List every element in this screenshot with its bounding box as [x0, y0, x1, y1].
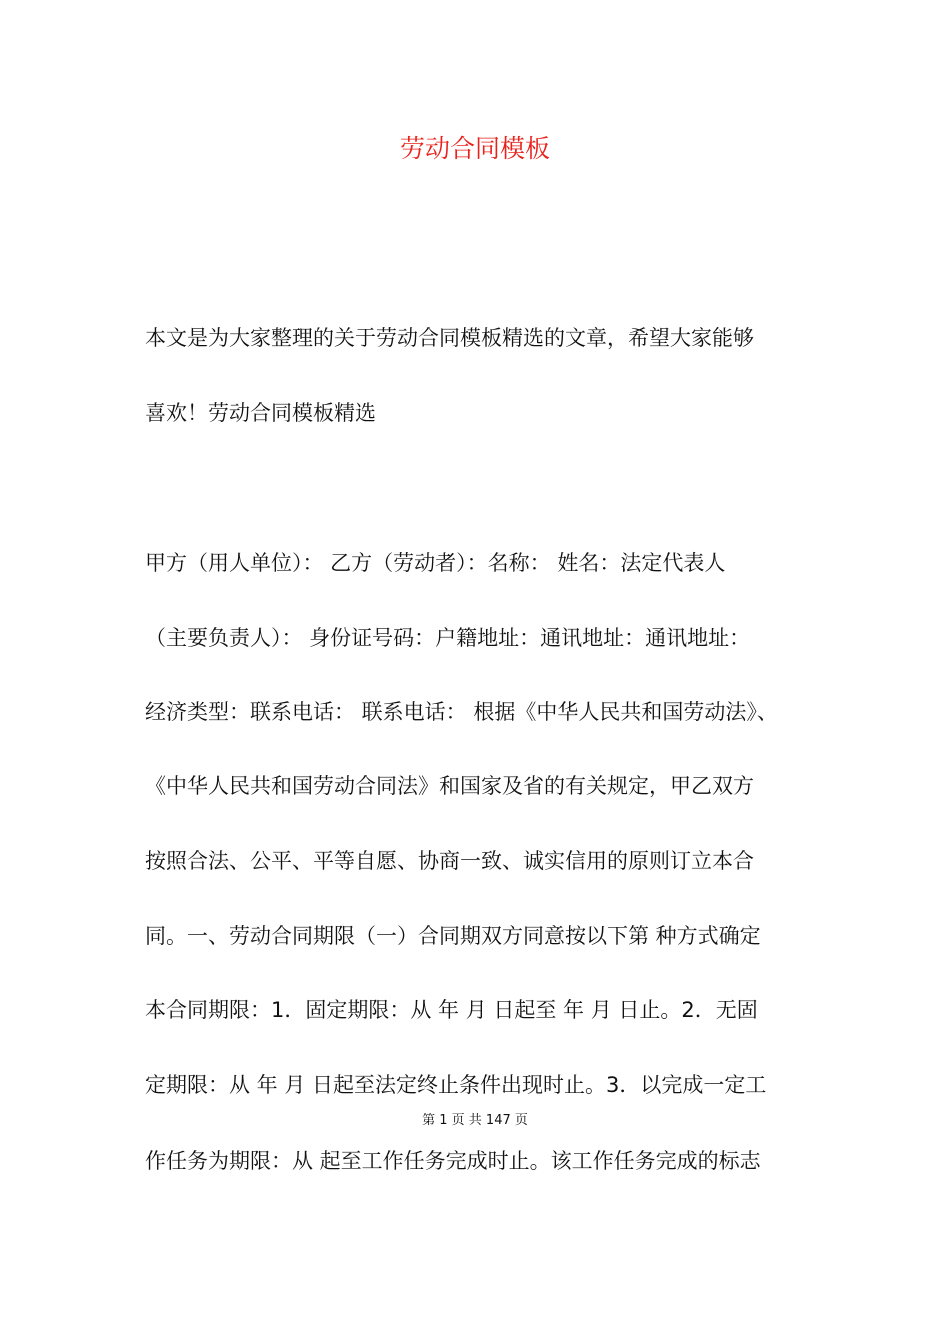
body-line-9: 作任务为期限：从 起至工作任务完成时止。该工作任务完成的标志 — [145, 1149, 761, 1173]
body-line-5: 按照合法、公平、平等自愿、协商一致、诚实信用的原则订立本合 — [145, 849, 754, 873]
page-footer: 第 1 页 共 147 页 — [422, 1113, 528, 1128]
body-line-4: 《中华人民共和国劳动合同法》和国家及省的有关规定，甲乙双方 — [145, 774, 754, 798]
intro-line-1: 本文是为大家整理的关于劳动合同模板精选的文章，希望大家能够 — [145, 326, 754, 350]
body-line-6: 同。一、劳动合同期限（一）合同期双方同意按以下第 种方式确定 — [145, 924, 761, 948]
body-line-8: 定期限：从 年 月 日起至法定终止条件出现时止。3．以完成一定工 — [145, 1073, 767, 1097]
intro-line-2: 喜欢！劳动合同模板精选 — [145, 401, 376, 425]
body-line-7: 本合同期限：1．固定期限：从 年 月 日起至 年 月 日止。2．无固 — [145, 998, 758, 1022]
body-line-2: （主要负责人）： 身份证号码：户籍地址：通讯地址：通讯地址： — [145, 626, 751, 650]
document-title: 劳动合同模板 — [399, 134, 550, 163]
body-line-3: 经济类型：联系电话： 联系电话： 根据《中华人民共和国劳动法》、 — [145, 700, 778, 724]
body-line-1: 甲方（用人单位）： 乙方（劳动者）：名称： 姓名：法定代表人 — [145, 551, 726, 575]
